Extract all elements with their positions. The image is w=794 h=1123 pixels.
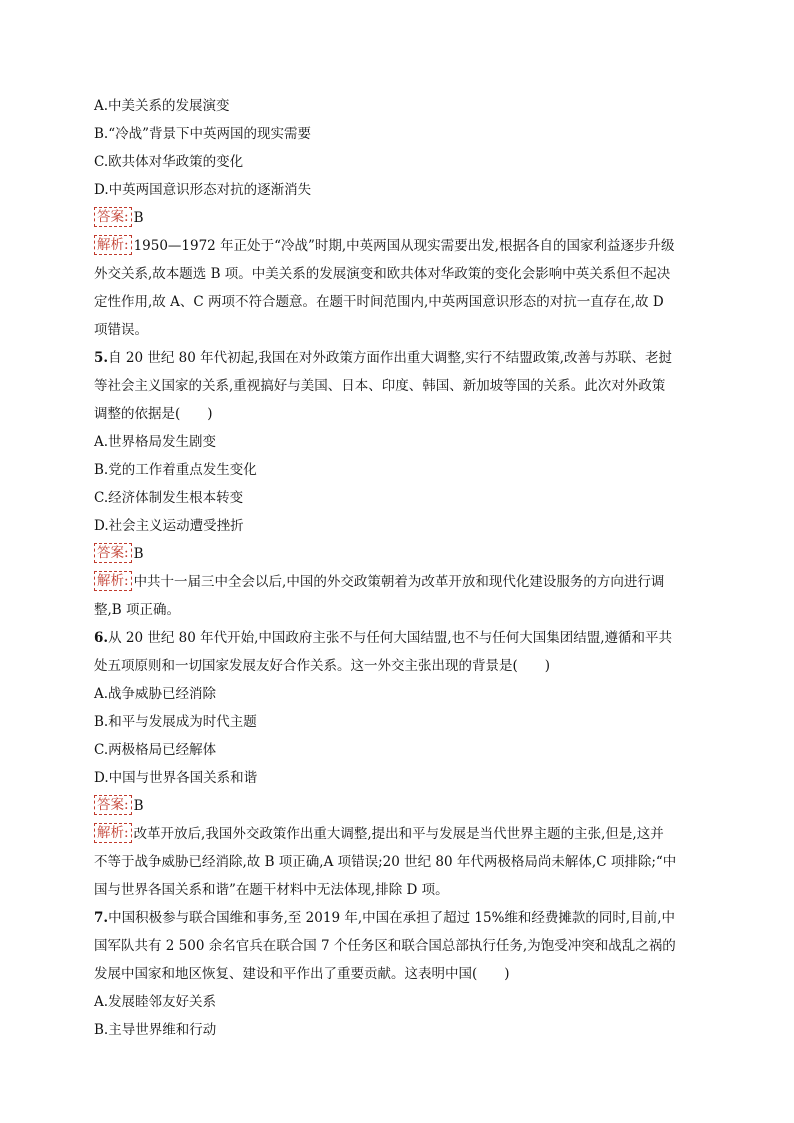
analysis-line: 项错误。 (94, 322, 148, 338)
stem-line: 调整的依据是( ) (94, 406, 213, 422)
stem-line: 6.从 20 世纪 80 年代开始,中国政府主张不与任何大国结盟,也不与任何大国集团结盟,遵循和平共 (94, 630, 672, 646)
question-number: 7. (94, 910, 109, 926)
answer-row (94, 204, 700, 232)
question-5 (94, 344, 700, 624)
stem-line: 5.自 20 世纪 80 年代初起,我国在对外政策方面作出重大调整,实行不结盟政策,改善与苏联、老挝 (94, 350, 672, 366)
option-b: B.党的工作着重点发生变化 (94, 462, 257, 478)
answer-label: 答案: (94, 795, 132, 815)
question-number: 6. (94, 630, 109, 646)
option-d: D.中英两国意识形态对抗的逐渐消失 (94, 182, 312, 198)
analysis-label: 解析: (94, 571, 132, 591)
stem-line: 发展中国家和地区恢复、建设和平作出了重要贡献。这表明中国( ) (94, 966, 510, 982)
analysis-line: 国与世界各国关系和谐”在题干材料中无法体现,排除 D 项。 (94, 882, 449, 898)
stem-line: 国军队共有 2 500 余名官兵在联合国 7 个任务区和联合国总部执行任务,为饱受冲突和战乱之祸的 (94, 938, 676, 954)
analysis-line: 解析: 中共十一届三中全会以后,中国的外交政策朝着为改革开放和现代化建设服务的方向进行调 (94, 568, 700, 596)
option-d: D.社会主义运动遭受挫折 (94, 518, 244, 534)
question-stem (94, 904, 700, 988)
analysis-line: 不等于战争威胁已经消除,故 B 项正确,A 项错误;20 世纪 80 年代两极格局尚未解体,C 项排除;“中 (94, 854, 677, 870)
document-page (94, 92, 700, 1044)
stem-line: 7.中国积极参与联合国维和事务,至 2019 年,中国在承担了超过 15%维和经费摊款的同时,目前,中 (94, 910, 675, 926)
question-stem (94, 344, 700, 428)
answer-label: 答案: (94, 543, 132, 563)
question-number: 5. (94, 350, 109, 366)
answer-value: B (133, 210, 144, 226)
answer-row (94, 792, 700, 820)
analysis-line: 整,B 项正确。 (94, 602, 181, 618)
analysis-line: 外交关系,故本题选 B 项。中美关系的发展演变和欧共体对华政策的变化会影响中英关系但不起决 (94, 266, 671, 282)
analysis (94, 568, 700, 624)
analysis (94, 820, 700, 904)
option-c: C.经济体制发生根本转变 (94, 490, 244, 506)
option-b: B.“冷战”背景下中英两国的现实需要 (94, 126, 312, 142)
answer-row (94, 540, 700, 568)
option-c: C.两极格局已经解体 (94, 742, 217, 758)
analysis-label: 解析: (94, 823, 132, 843)
answer-label: 答案: (94, 207, 132, 227)
option-a: A.战争威胁已经消除 (94, 686, 217, 702)
option-b: B.和平与发展成为时代主题 (94, 714, 257, 730)
question-7 (94, 904, 700, 1044)
analysis-line: 解析: 改革开放后,我国外交政策作出重大调整,提出和平与发展是当代世界主题的主张,但是,这并 (94, 820, 700, 848)
answer-value: B (133, 798, 144, 814)
stem-line: 等社会主义国家的关系,重视搞好与美国、日本、印度、韩国、新加坡等国的关系。此次对外政策 (94, 378, 666, 394)
option-a: A.中美关系的发展演变 (94, 98, 230, 114)
option-a: A.发展睦邻友好关系 (94, 994, 217, 1010)
stem-line: 处五项原则和一切国家发展友好合作关系。这一外交主张出现的背景是( ) (94, 658, 551, 674)
option-a: A.世界格局发生剧变 (94, 434, 217, 450)
option-b: B.主导世界维和行动 (94, 1022, 217, 1038)
analysis (94, 232, 700, 344)
analysis-label: 解析: (94, 235, 132, 255)
analysis-line: 定性作用,故 A、C 两项不符合题意。在题干时间范围内,中英两国意识形态的对抗一直存在,故 D (94, 294, 664, 310)
question-4 (94, 92, 700, 344)
answer-value: B (133, 546, 144, 562)
option-c: C.欧共体对华政策的变化 (94, 154, 244, 170)
question-6 (94, 624, 700, 904)
option-d: D.中国与世界各国关系和谐 (94, 770, 258, 786)
analysis-line: 解析: 1950—1972 年正处于“冷战”时期,中英两国从现实需要出发,根据各自的国家利益逐步升级 (94, 232, 700, 260)
question-stem (94, 624, 700, 680)
